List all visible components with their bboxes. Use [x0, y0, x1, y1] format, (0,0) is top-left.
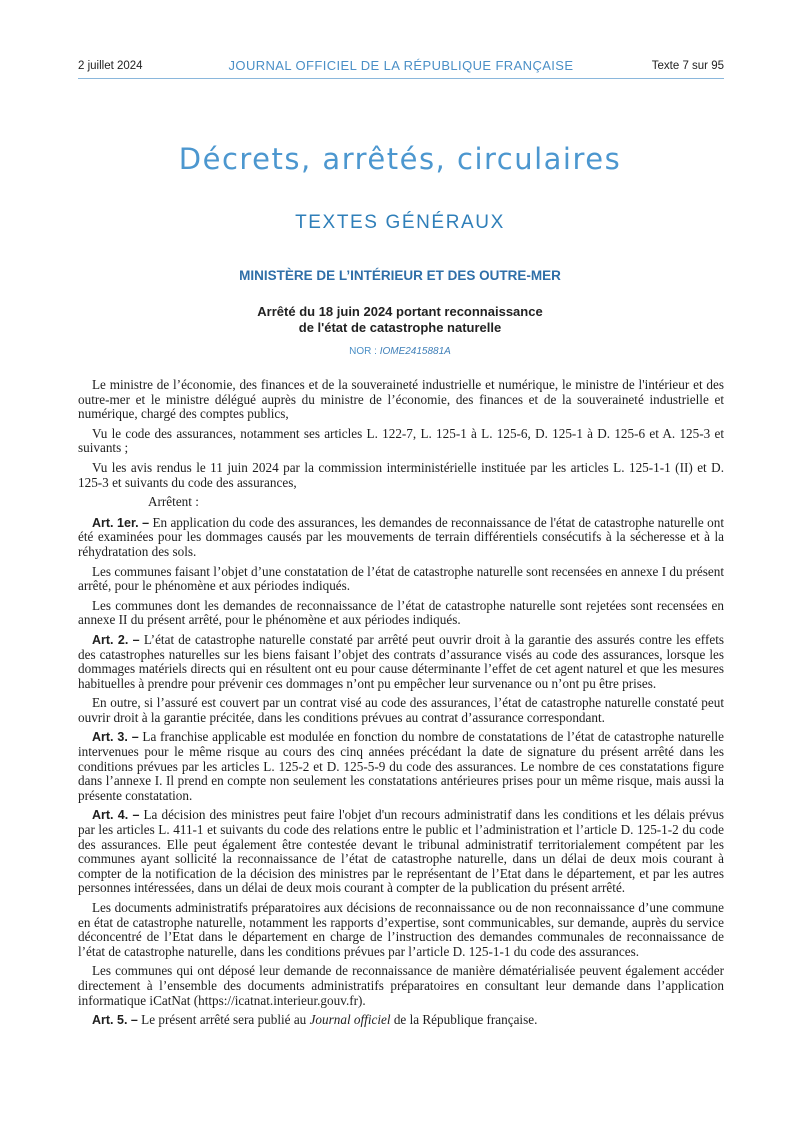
article-2-paragraph-2: En outre, si l’assuré est couvert par un contrat visé au code des assurances, l’état de catastrophe naturelle constaté peut ouvrir droit à la garantie précitée, dans les conditions prévues au contrat d’assurance correspondant.	[78, 695, 724, 725]
journal-name: JOURNAL OFFICIEL DE LA RÉPUBLIQUE FRANÇAISE	[228, 58, 574, 73]
article-1-label: Art. 1er. –	[92, 515, 150, 530]
article-4-paragraph-3: Les communes qui ont déposé leur demande de reconnaissance de manière dématérialisée peuvent également accéder directement à l’ensemble des documents administratifs préparatoires en consultant leur demande dans l’application informatique iCatNat (https://icatnat.interieur.gouv.fr).	[78, 963, 724, 1008]
arrete-title-line-1: Arrêté du 18 juin 2024 portant reconnaissance	[257, 304, 543, 319]
article-5-label: Art. 5. –	[92, 1013, 138, 1028]
article-2-paragraph	[78, 633, 724, 691]
article-4-text: La décision des ministres peut faire l'objet d'un recours administratif dans les conditions et les délais prévus par les articles L. 411-1 et suivants du code des relations entre le public et l’administration et l’article D. 125-1-2 du code des assurances. Elle peut également être contestée devant le tribunal administratif territorialement compétent par les communes ayant sollicité la reconnaissance de l’état de catastrophe naturelle, dans un délai de deux mois courant à compter de la notification de la décision des ministres par le représentant de l’Etat dans le département, et par les autres personnes intéressées, dans un délai de deux mois courant à compter de la publication du présent arrêté.	[78, 807, 724, 896]
article-4-paragraph	[78, 808, 724, 896]
page-number: Texte 7 sur 95	[651, 60, 724, 72]
page-header	[78, 58, 724, 78]
article-4-paragraph-2: Les documents administratifs préparatoires aux décisions de reconnaissance ou de non reconnaissance d’une commune en état de catastrophe naturelle, notamment les rapports d’expertise, sont communicables, sur demande, auprès du service déconcentré de l’Etat dans le département en charge de l’instruction des demandes communales de reconnaissance de l’état de catastrophe naturelle, dans les conditions prévues par l’article D. 125-1-1 du code des assurances.	[78, 900, 724, 959]
article-3-text: La franchise applicable est modulée en fonction du nombre de constatations de l’état de catastrophe naturelle intervenues pour le même risque au cours des cinq années précédant la date de signature du présent arrêté dans les conditions prévues par les articles L. 125-2 et D. 125-5-9 du code des assurances. Le nombre de ces constatations figure dans l’annexe I. Il prend en compte non seulement les constatations antérieures prises pour un même risque, mais aussi la présente constatation.	[78, 729, 724, 803]
ministry-heading: MINISTÈRE DE L’INTÉRIEUR ET DES OUTRE-MER	[239, 268, 561, 283]
article-5-paragraph	[78, 1013, 724, 1028]
arretent: Arrêtent :	[148, 494, 199, 510]
article-3-paragraph	[78, 730, 724, 803]
article-5-text-after: de la République française.	[390, 1012, 538, 1028]
article-4-label: Art. 4. –	[92, 808, 140, 823]
nor-label: NOR :	[349, 346, 380, 357]
nor-value: IOME2415881A	[379, 346, 451, 357]
preamble-paragraph: Vu le code des assurances, notamment ses articles L. 122-7, L. 125-1 à L. 125-6, D. 125-1 à D. 125-6 et A. 125-3 et suivants ;	[78, 425, 724, 456]
section-subtitle: TEXTES GÉNÉRAUX	[295, 212, 505, 233]
article-2-label: Art. 2. –	[92, 632, 140, 647]
arrete-title-line-2: de l'état de catastrophe naturelle	[298, 320, 502, 335]
arrete-title	[0, 304, 800, 336]
article-1-paragraph-2: Les communes faisant l’objet d’une constatation de l’état de catastrophe naturelle sont recensées en annexe I du présent arrêté, pour le phénomène et aux périodes indiqués.	[78, 563, 724, 594]
header-rule	[78, 78, 724, 79]
section-title: Décrets, arrêtés, circulaires	[178, 142, 622, 176]
preamble-paragraph: Vu les avis rendus le 11 juin 2024 par la commission interministérielle instituée par les articles L. 125-1-1 (II) et D. 125-3 et suivants du code des assurances,	[78, 459, 724, 490]
journal-officiel-italic: Journal officiel	[309, 1012, 391, 1028]
nor-reference	[0, 346, 800, 357]
article-2-text: L’état de catastrophe naturelle constaté par arrêté peut ouvrir droit à la garantie des assurés contre les effets des catastrophes naturelles sur les biens faisant l’objet des contrats d’assurance visés au code des assurances, lorsque les dommages matériels directs qui en résultent ont eu pour cause déterminante l’effet de cet agent naturel et que les mesures habituelles à prendre pour prévenir ces dommages n’ont pu empêcher leur survenance ou n’ont pu être prises.	[78, 631, 725, 691]
article-1-text: En application du code des assurances, les demandes de reconnaissance de l'état de catastrophe naturelle ont été examinées pour les dommages causés par les mouvements de terrain différentiels consécutifs à la sécheresse et à la réhydratation des sols.	[78, 514, 724, 559]
article-1-paragraph-3: Les communes dont les demandes de reconnaissance de l’état de catastrophe naturelle sont rejetées sont recensées en annexe II du présent arrêté, pour le phénomène et aux périodes indiqués.	[78, 597, 724, 628]
article-3-label: Art. 3. –	[92, 730, 139, 745]
publication-date: 2 juillet 2024	[78, 60, 143, 72]
article-5-text-before: Le présent arrêté sera publié au	[141, 1012, 310, 1028]
preamble-paragraph: Le ministre de l’économie, des finances et de la souveraineté industrielle et numérique, le ministre de l'intérieur et des outre-mer et le ministre délégué auprès du ministre de l’économie, des finances et de la souveraineté industrielle et numérique, chargé des comptes publics,	[78, 377, 724, 422]
document-body	[78, 378, 724, 1033]
article-1-paragraph	[78, 516, 724, 560]
